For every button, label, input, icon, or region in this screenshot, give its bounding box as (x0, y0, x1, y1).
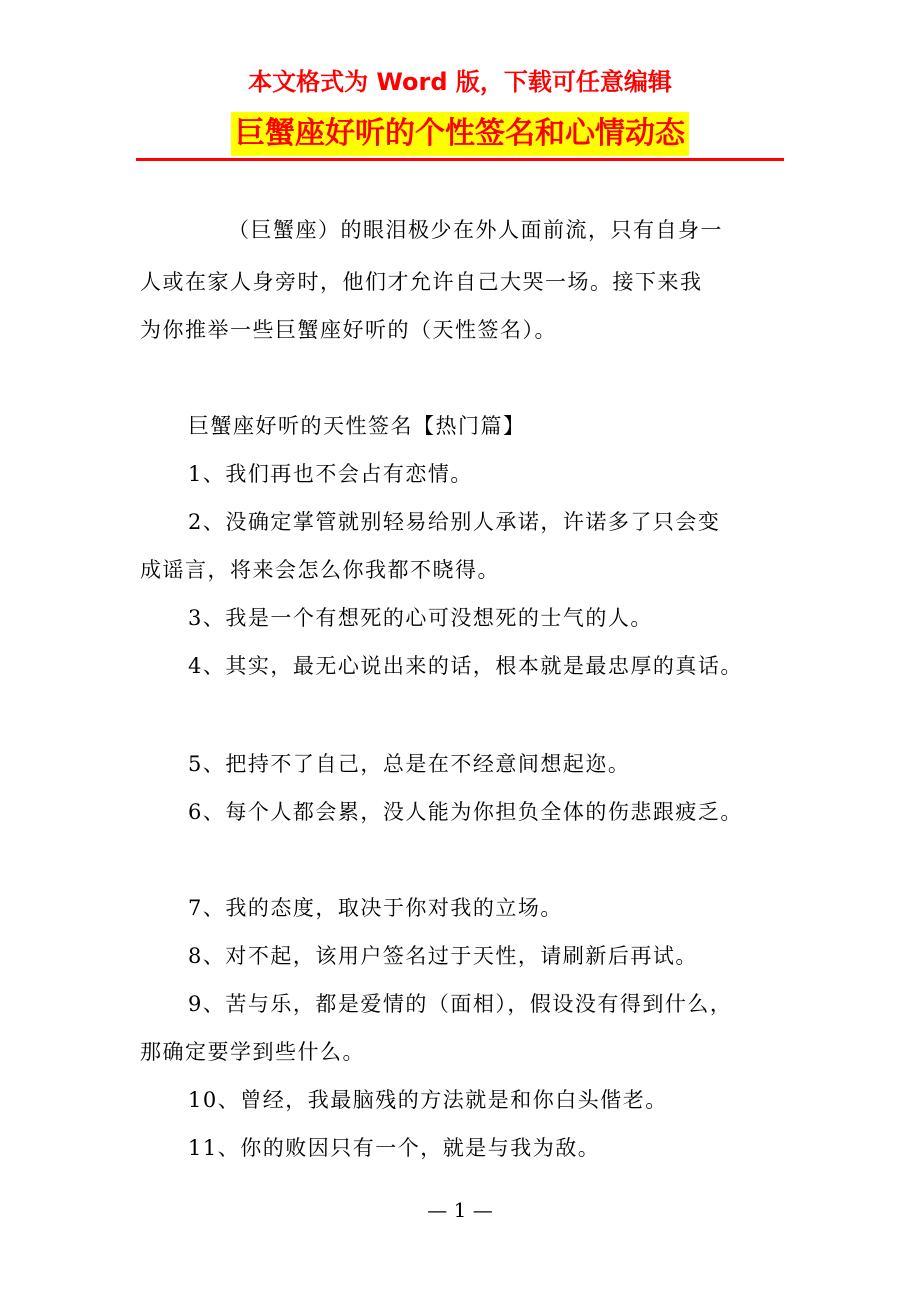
page-title: 巨蟹座好听的个性签名和心情动态 (231, 112, 689, 156)
list-item-2-line-1: 2、没确定掌管就别轻易给别人承诺，许诺多了只会变 (188, 510, 721, 534)
list-item-6: 6、每个人都会累，没人能为你担负全体的伤悲跟疲乏。 (188, 800, 743, 824)
intro-line-2: 人或在家人身旁时，他们才允许自己大哭一场。接下来我 (140, 270, 703, 294)
title-divider (136, 158, 784, 161)
list-item-9-line-2: 那确定要学到些什么。 (140, 1040, 365, 1064)
list-item-10: 10、曾经，我最脑残的方法就是和你白头偕老。 (188, 1088, 668, 1112)
list-item-2-line-2: 成谣言，将来会怎么你我都不晓得。 (140, 558, 500, 582)
page-number: — 1 — (427, 1198, 493, 1222)
list-item-8: 8、对不起，该用户签名过于天性，请刷新后再试。 (188, 944, 698, 968)
list-item-9-line-1: 9、苦与乐，都是爱情的（面相），假设没有得到什么， (188, 992, 733, 1016)
list-item-5: 5、把持不了自己，总是在不经意间想起迩。 (188, 752, 631, 776)
list-item-1: 1、我们再也不会占有恋情。 (188, 462, 473, 486)
intro-line-3: 为你推举一些巨蟹座好听的（天性签名）。 (140, 318, 557, 342)
section-heading: 巨蟹座好听的天性签名【热门篇】 (188, 414, 526, 438)
title-wrap (0, 112, 920, 156)
intro-line-1: （巨蟹座）的眼泪极少在外人面前流，只有自身一 (228, 218, 723, 242)
download-banner: 本文格式为 Word 版，下载可任意编辑 (248, 68, 672, 96)
list-item-4: 4、其实，最无心说出来的话，根本就是最忠厚的真话。 (188, 654, 743, 678)
list-item-3: 3、我是一个有想死的心可没想死的士气的人。 (188, 606, 653, 630)
list-item-7: 7、我的态度，取决于你对我的立场。 (188, 896, 563, 920)
list-item-11: 11、你的败因只有一个，就是与我为敌。 (188, 1136, 601, 1160)
